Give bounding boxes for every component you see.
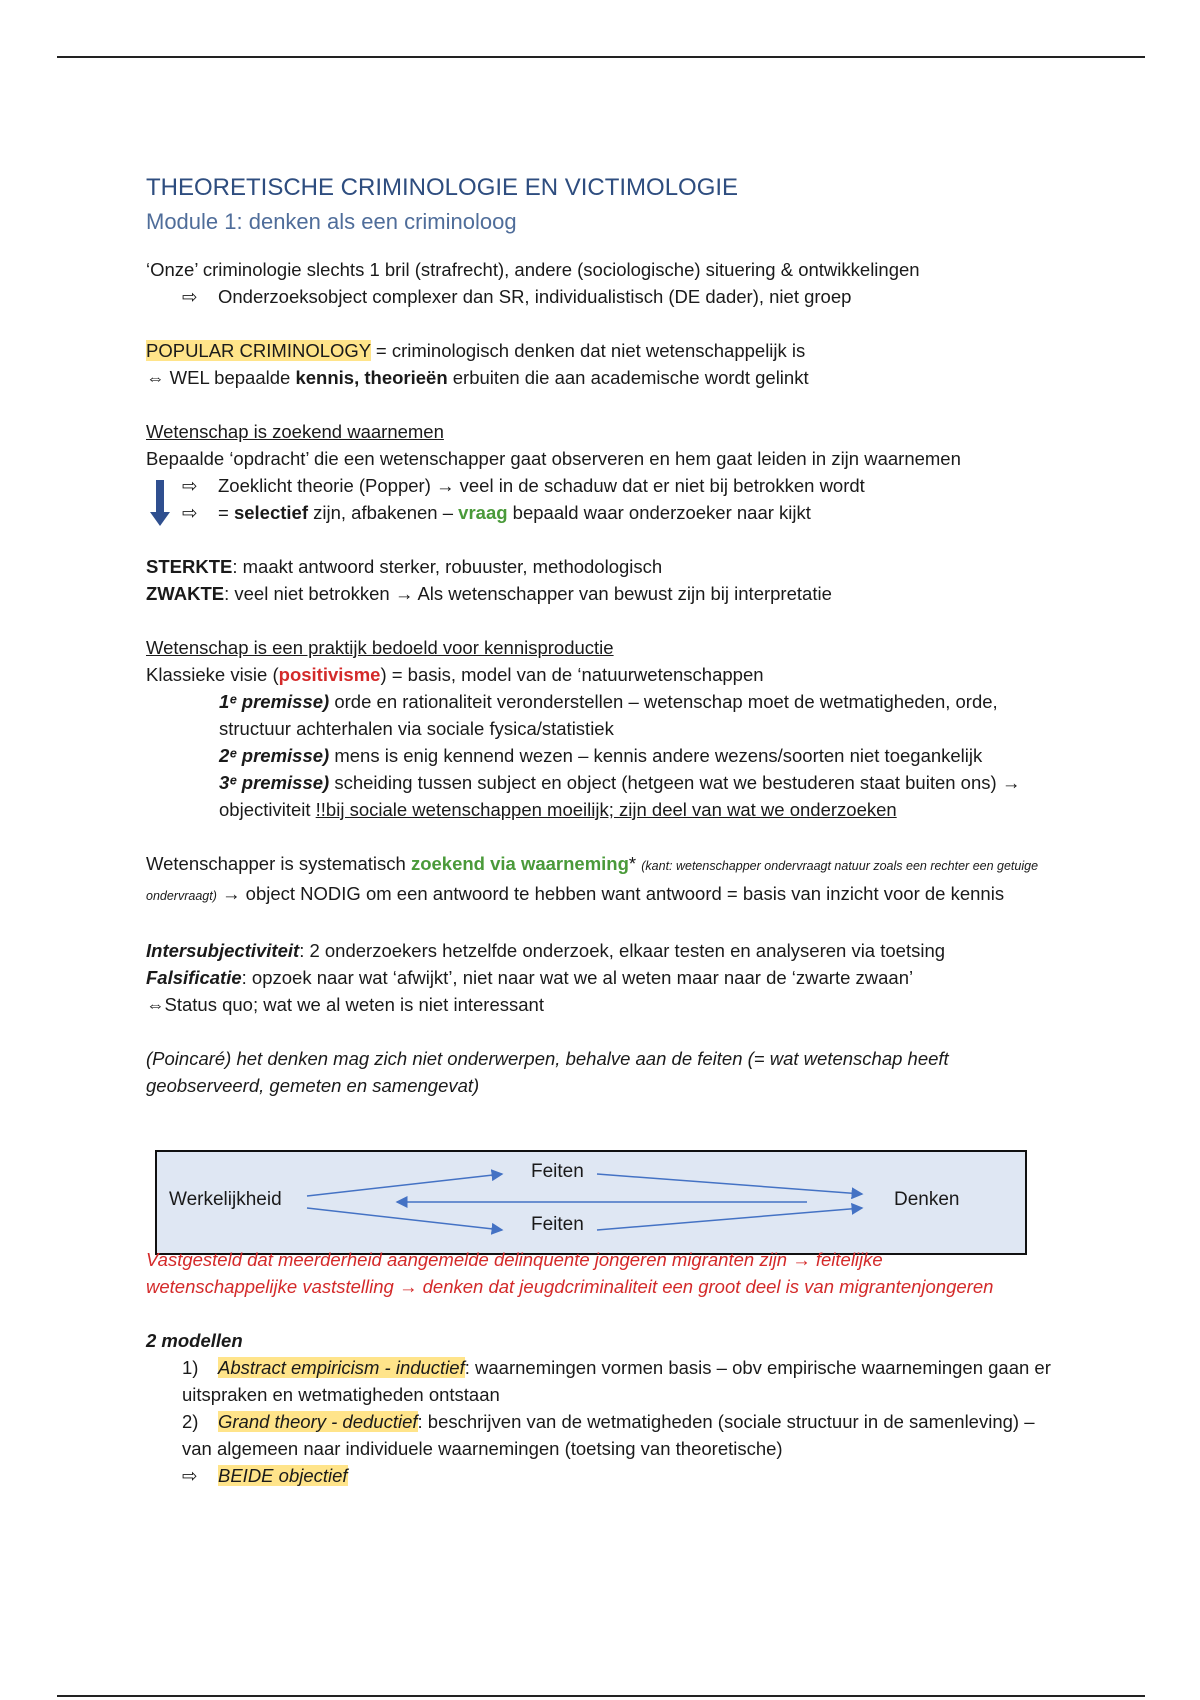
premisse-3-text: scheiding tussen subject en object (hetgeen wat we bestuderen staat buiten ons) → objectiviteit xyxy=(219,772,1021,820)
zoekend-sub2-c: zijn, afbakenen – xyxy=(308,502,459,523)
popular-line xyxy=(146,337,1066,364)
zoekend-sub2-b: selectief xyxy=(233,502,308,523)
model-1-text: : waarnemingen vormen basis – obv empirische waarnemingen gaan er uitspraken en wetmatigheden ontstaan xyxy=(182,1357,1051,1405)
popular-line2 xyxy=(146,364,1066,391)
arrow-feiten-top-denken xyxy=(597,1174,862,1194)
premisse-2-label: 2ᵉ premisse) xyxy=(219,745,330,766)
zoekend-line1: Bepaalde ‘opdracht’ die een wetenschapper gaat observeren en hem gaat leiden in zijn waarnemen xyxy=(146,448,961,469)
inter-label: Intersubjectiviteit xyxy=(146,940,300,961)
inter-text: : 2 onderzoekers hetzelfde onderzoek, elkaar testen en analyseren via toetsing xyxy=(299,940,946,961)
fals-label: Falsificatie xyxy=(146,967,242,988)
zoekend-sub1 xyxy=(146,472,1066,499)
red-note-line1: Vastgesteld dat meerderheid aangemelde delinquente jongeren migranten zijn → feitelijke xyxy=(146,1249,883,1270)
model-2-num: 2) xyxy=(182,1411,199,1432)
zoekend-sub2-a: = xyxy=(218,502,234,523)
zwakte-text: : veel niet betrokken → Als wetenschapper van bewust zijn bij interpretatie xyxy=(224,583,832,604)
modellen-conclusion-text: BEIDE objectief xyxy=(218,1465,348,1486)
popular-line2-b: kennis, theorieën xyxy=(295,367,448,388)
sterkte-line xyxy=(146,553,1066,580)
right-arrow-icon: ⇨ xyxy=(182,1465,198,1486)
premisse-1-label: 1ᵉ premisse) xyxy=(219,691,330,712)
model-2 xyxy=(146,1408,1066,1462)
document-title: THEORETISCHE CRIMINOLOGIE EN VICTIMOLOGIE xyxy=(146,174,739,201)
diagram-feiten-bottom: Feiten xyxy=(531,1214,584,1235)
intro-line: ‘Onze’ criminologie slechts 1 bril (strafrecht), andere (sociologische) situering & ontwikkelingen xyxy=(146,259,920,280)
model-2-term: Grand theory - deductief xyxy=(218,1411,418,1432)
sterkte-text: : maakt antwoord sterker, robuuster, methodologisch xyxy=(232,556,663,577)
premisse-3-underline: !!bij sociale wetenschappen moeilijk; zijn deel van wat we onderzoeken xyxy=(315,799,897,820)
poincare-quote: (Poincaré) het denken mag zich niet onderwerpen, behalve aan de feiten (= wat wetenschap heeft geobserveerd, gemeten en samengevat) xyxy=(146,1048,949,1096)
modellen-conclusion xyxy=(146,1462,1066,1489)
diagram-arrows xyxy=(157,1152,1025,1253)
module-subtitle: Module 1: denken als een criminoloog xyxy=(146,209,517,234)
intro-sub xyxy=(146,283,1066,310)
feiten-diagram xyxy=(155,1150,1027,1255)
systematisch-b: zoekend via waarneming xyxy=(410,853,629,874)
arrow-werkelijkheid-feiten-bottom xyxy=(307,1208,502,1230)
premisse-3-label: 3ᵉ premisse) xyxy=(219,772,330,793)
diagram-feiten-top: Feiten xyxy=(531,1161,584,1182)
premisse-3 xyxy=(146,769,1066,823)
zoekend-sub2 xyxy=(146,499,1066,526)
sterkte-label: STERKTE xyxy=(146,556,233,577)
status-quo-line: ⇔Status quo; wat we al weten is niet interessant xyxy=(146,994,544,1015)
systematisch-para xyxy=(146,850,1066,910)
falsificatie-line xyxy=(146,964,1066,991)
arrow-feiten-bottom-denken xyxy=(597,1208,862,1230)
right-arrow-icon: ⇨ xyxy=(182,502,198,523)
intersubjectiviteit-line xyxy=(146,937,1066,964)
modellen-heading: 2 modellen xyxy=(146,1330,243,1351)
praktijk-heading: Wetenschap is een praktijk bedoeld voor kennisproductie xyxy=(146,637,614,658)
red-note-line2: wetenschappelijke vaststelling → denken dat jeugdcriminaliteit een groot deel is van migrantenjongeren xyxy=(146,1276,994,1297)
popular-def: = criminologisch denken dat niet wetenschappelijk is xyxy=(370,340,806,361)
praktijk-line1 xyxy=(146,661,1066,688)
systematisch-a: Wetenschapper is systematisch xyxy=(146,853,411,874)
popular-line2-c: erbuiten die aan academische wordt gelinkt xyxy=(447,367,809,388)
systematisch-d: → object NODIG om een antwoord te hebben want antwoord = basis van inzicht voor de kennis xyxy=(216,883,1005,904)
page-content xyxy=(146,170,1066,1099)
zwakte-label: ZWAKTE xyxy=(146,583,225,604)
fals-text: : opzoek naar wat ‘afwijkt’, niet naar wat we al weten maar naar de ‘zwarte zwaan’ xyxy=(241,967,914,988)
systematisch-tiny: (kant: wetenschapper ondervraagt natuur zoals een rechter een getuige ondervraagt) xyxy=(146,859,1039,903)
praktijk-line1-b: positivisme xyxy=(278,664,381,685)
intro-sub-text: Onderzoeksobject complexer dan SR, individualistisch (DE dader), niet groep xyxy=(218,286,852,307)
popular-term: POPULAR CRIMINOLOGY xyxy=(146,340,371,361)
model-1-term: Abstract empiricism - inductief xyxy=(218,1357,465,1378)
diagram-werkelijkheid: Werkelijkheid xyxy=(169,1189,282,1210)
zoekend-sub2-e: bepaald waar onderzoeker naar kijkt xyxy=(507,502,811,523)
zoekend-sub2-d: vraag xyxy=(458,502,508,523)
premisse-1 xyxy=(146,688,1066,742)
praktijk-line1-c: ) = basis, model van de ‘natuurwetenschappen xyxy=(380,664,764,685)
diagram-denken: Denken xyxy=(894,1189,960,1210)
zoekend-sublist xyxy=(146,472,1066,526)
premisse-2 xyxy=(146,742,1066,769)
model-2-text: : beschrijven van de wetmatigheden (sociale structuur in de samenleving) – van algemeen naar individuele waarnemingen (toetsing van theoretische) xyxy=(182,1411,1035,1459)
down-arrow-icon xyxy=(150,480,170,528)
model-1 xyxy=(146,1354,1066,1408)
popular-line2-a: ⇔ WEL bepaalde xyxy=(146,367,296,388)
systematisch-c: * xyxy=(628,853,642,874)
premisse-2-text: mens is enig kennend wezen – kennis andere wezens/soorten niet toegankelijk xyxy=(329,745,983,766)
model-1-num: 1) xyxy=(182,1357,199,1378)
zwakte-line xyxy=(146,580,1066,607)
praktijk-line1-a: Klassieke visie ( xyxy=(146,664,279,685)
arrow-werkelijkheid-feiten-top xyxy=(307,1174,502,1196)
right-arrow-icon: ⇨ xyxy=(182,475,198,496)
premisse-1-text: orde en rationaliteit veronderstellen – wetenschap moet de wetmatigheden, orde, structuur achterhalen via sociale fysica/statistiek xyxy=(219,691,998,739)
bottom-rule xyxy=(57,1695,1145,1697)
right-arrow-icon: ⇨ xyxy=(182,286,198,307)
zoekend-sub1-text: Zoeklicht theorie (Popper) → veel in de schaduw dat er niet bij betrokken wordt xyxy=(218,475,865,496)
lower-content xyxy=(146,1246,1066,1489)
zoekend-heading: Wetenschap is zoekend waarnemen xyxy=(146,421,444,442)
top-rule xyxy=(57,56,1145,58)
